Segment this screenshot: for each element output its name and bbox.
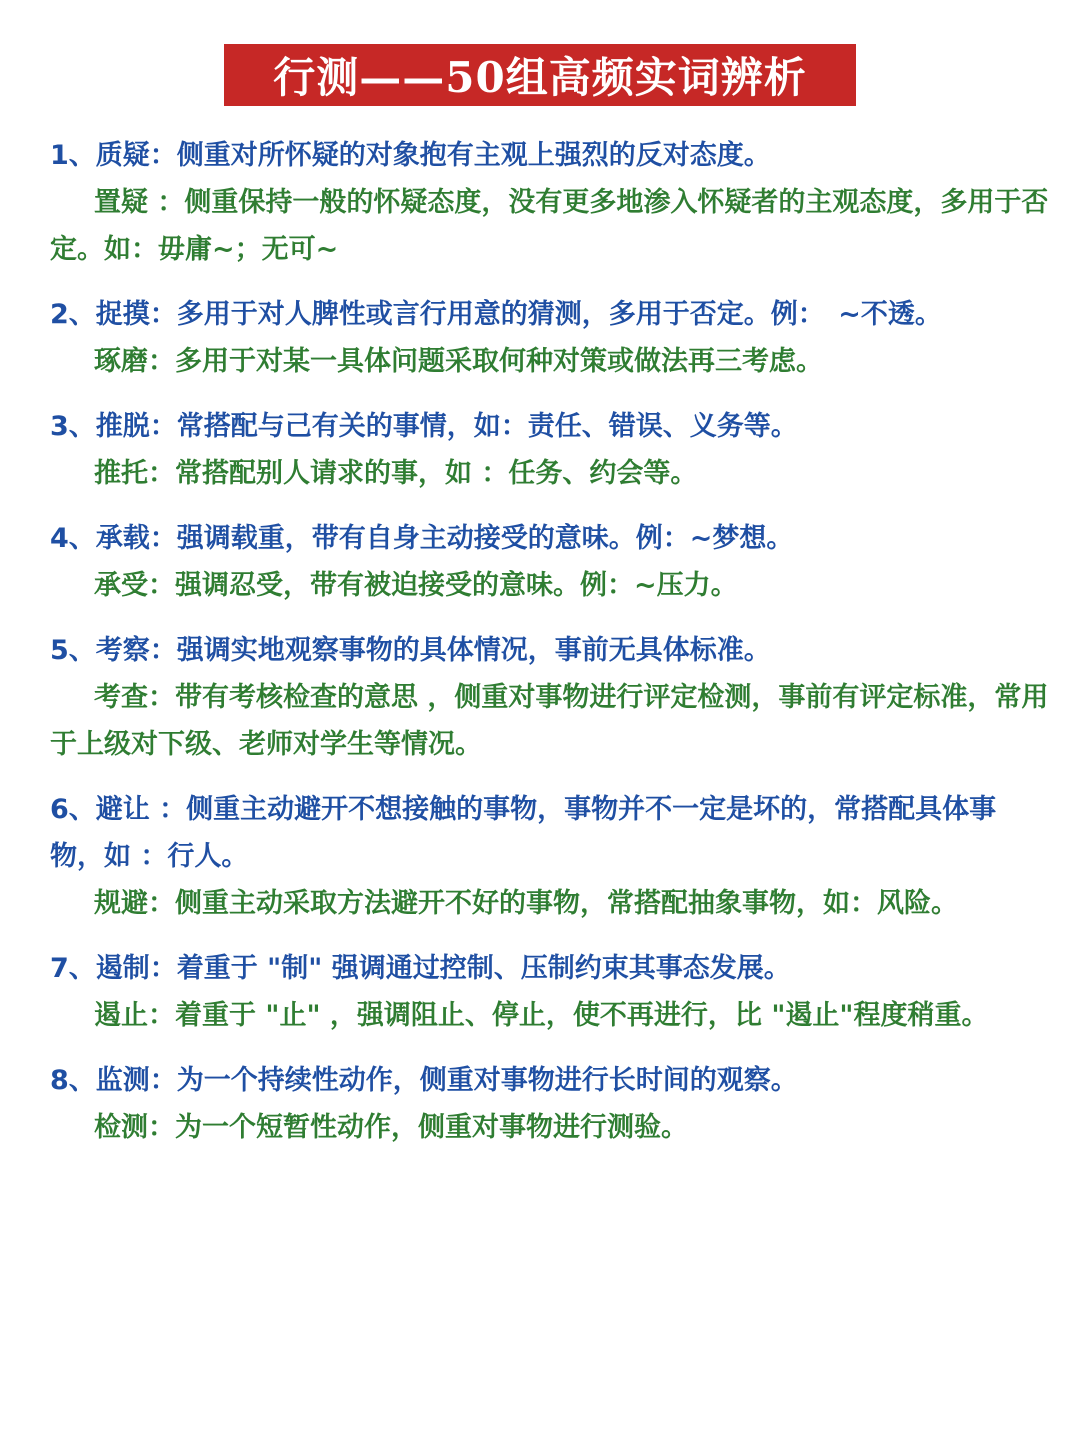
secondary-definition: 规避：侧重主动采取方法避开不好的事物，常搭配抽象事物，如：风险。 [94, 888, 958, 919]
primary-definition: 2、捉摸：多用于对人脾性或言行用意的猜测，多用于否定。例： ~不透。 [50, 299, 942, 330]
word-list [50, 132, 1050, 1169]
word-group-8 [50, 1057, 1050, 1151]
word-group-4 [50, 515, 1050, 609]
secondary-definition: 检测：为一个短暂性动作，侧重对事物进行测验。 [94, 1112, 688, 1143]
secondary-definition: 考查：带有考核检查的意思 ，侧重对事物进行评定检测，事前有评定标准，常用于上级对下级、老师对学生等情况。 [50, 682, 1049, 760]
word-group-1 [50, 132, 1050, 273]
secondary-definition: 承受：强调忍受，带有被迫接受的意味。例：~压力。 [94, 570, 738, 601]
word-group-5 [50, 627, 1050, 768]
secondary-definition: 琢磨：多用于对某一具体问题采取何种对策或做法再三考虑。 [94, 346, 823, 377]
word-group-3 [50, 403, 1050, 497]
primary-definition: 5、考察：强调实地观察事物的具体情况，事前无具体标准。 [50, 635, 771, 666]
word-group-7 [50, 945, 1050, 1039]
primary-definition: 8、监测：为一个持续性动作，侧重对事物进行长时间的观察。 [50, 1065, 798, 1096]
primary-definition: 3、推脱：常搭配与己有关的事情，如：责任、错误、义务等。 [50, 411, 798, 442]
primary-definition: 6、避让 ：侧重主动避开不想接触的事物，事物并不一定是坏的，常搭配具体事物，如 ：行人。 [50, 794, 997, 872]
word-group-6 [50, 786, 1050, 927]
primary-definition: 4、承载：强调载重，带有自身主动接受的意味。例：~梦想。 [50, 523, 794, 554]
secondary-definition: 推托：常搭配别人请求的事，如 ：任务、约会等。 [94, 458, 698, 489]
primary-definition: 7、遏制：着重于 "制" 强调通过控制、压制约束其事态发展。 [50, 953, 791, 984]
secondary-definition: 置疑 ：侧重保持一般的怀疑态度，没有更多地渗入怀疑者的主观态度，多用于否定。如：毋庸~；无可~ [50, 187, 1049, 265]
secondary-definition: 遏止：着重于 "止" ，强调阻止、停止，使不再进行，比 "遏止"程度稍重。 [94, 1000, 989, 1031]
page-title: 行测——50组高频实词辨析 [224, 44, 856, 106]
word-group-2 [50, 291, 1050, 385]
primary-definition: 1、质疑：侧重对所怀疑的对象抱有主观上强烈的反对态度。 [50, 140, 771, 171]
